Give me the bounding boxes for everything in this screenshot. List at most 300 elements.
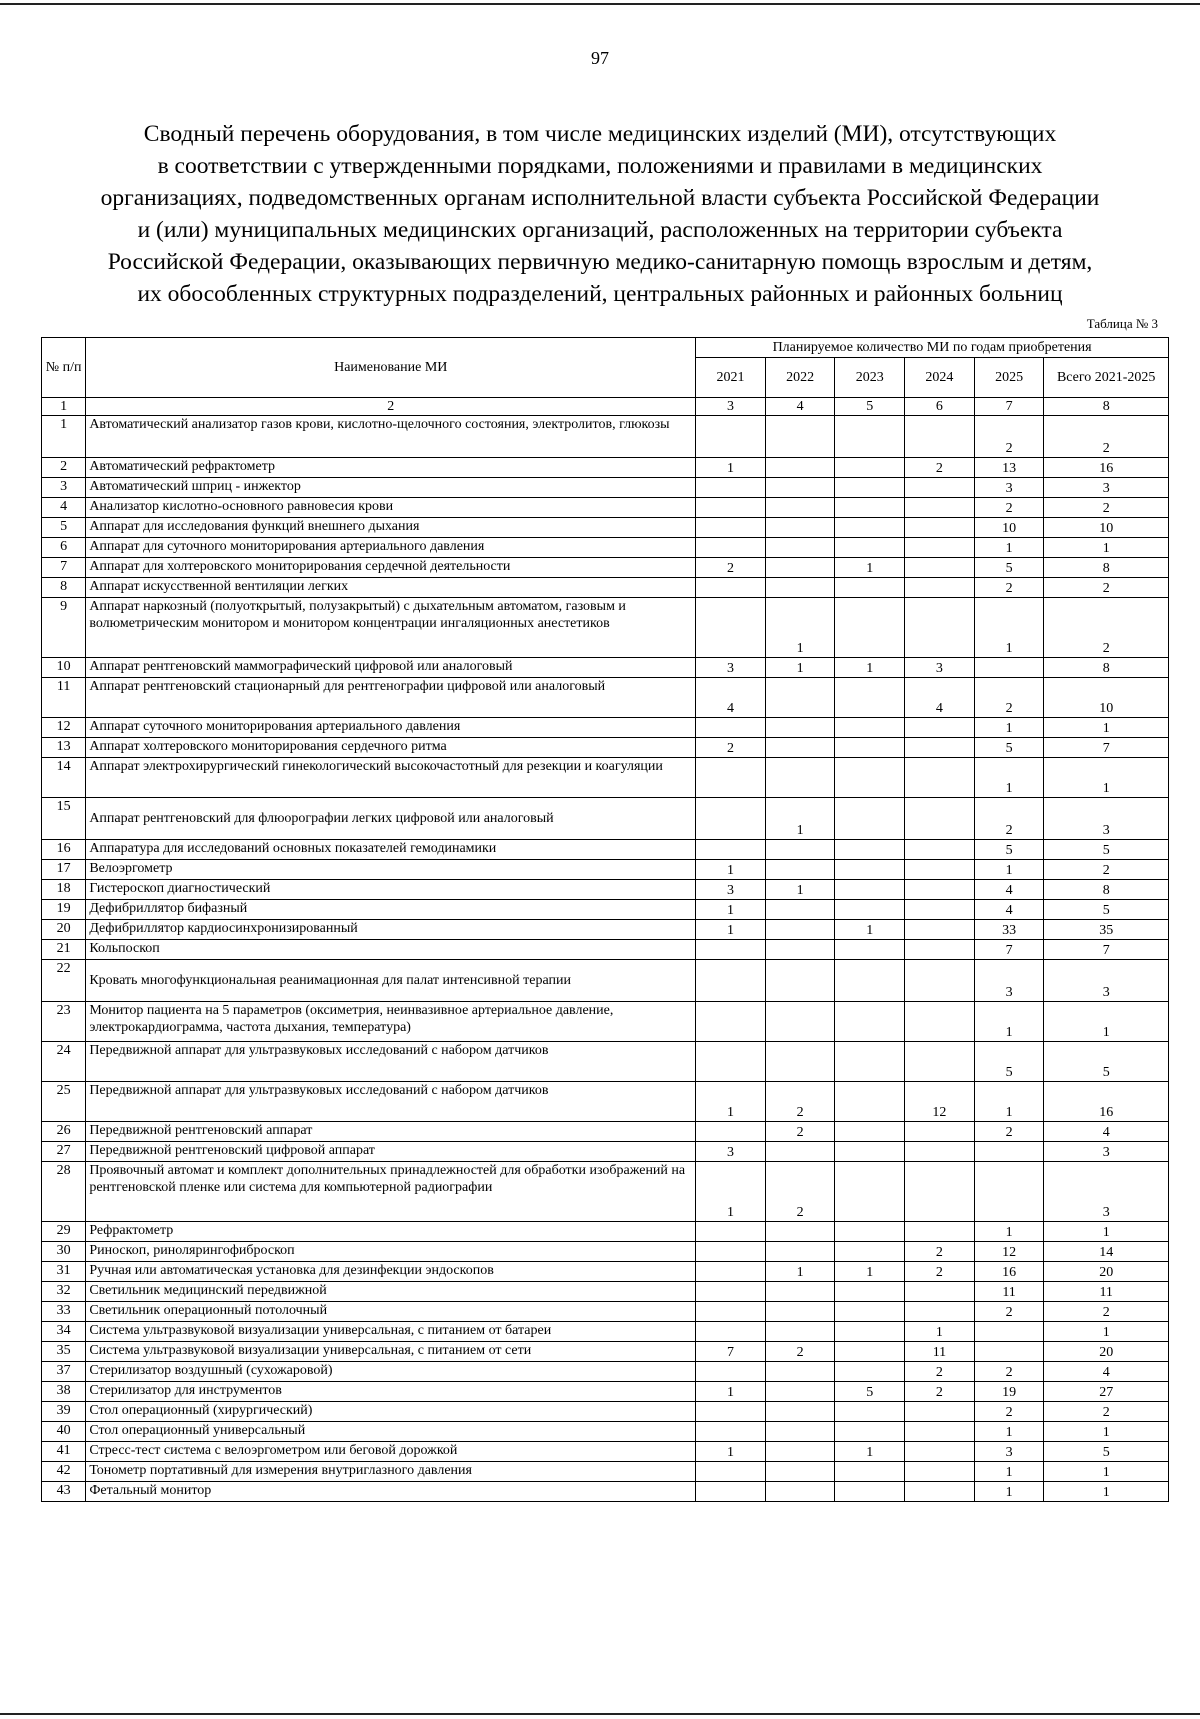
table-row [42,1382,1169,1402]
year-cell: 1 [974,1082,1044,1122]
table-row [42,416,1169,458]
year-cell [765,920,835,940]
year-cell [835,1342,905,1362]
year-cell: 19 [974,1382,1044,1402]
year-cell: 11 [905,1342,975,1362]
year-cell [696,1282,766,1302]
header-group: Планируемое количество МИ по годам приобретения [696,338,1169,358]
year-cell [765,1302,835,1322]
year-cell: 1 [835,920,905,940]
year-cell [835,538,905,558]
year-cell [696,478,766,498]
year-cell: 1 [765,658,835,678]
row-number: 39 [42,1402,86,1422]
year-cell: 10 [974,518,1044,538]
total-cell: 2 [1044,598,1169,658]
equipment-name: Автоматический шприц - инжектор [86,478,696,498]
row-number: 8 [42,578,86,598]
table-row [42,1162,1169,1222]
year-cell [835,1082,905,1122]
table-label: Таблица № 3 [1086,316,1158,331]
year-cell: 1 [765,1262,835,1282]
row-number: 23 [42,1002,86,1042]
year-cell [835,738,905,758]
year-cell: 1 [696,920,766,940]
total-cell: 8 [1044,880,1169,900]
year-cell: 2 [905,1262,975,1282]
total-cell: 1 [1044,538,1169,558]
table-row [42,1442,1169,1462]
year-cell [765,416,835,458]
year-cell: 4 [974,880,1044,900]
table-row [42,900,1169,920]
year-cell [696,578,766,598]
year-cell [835,1302,905,1322]
year-cell [905,538,975,558]
year-cell: 1 [696,1382,766,1402]
row-number: 5 [42,518,86,538]
total-cell: 1 [1044,1422,1169,1442]
year-cell: 2 [696,738,766,758]
header-name: Наименование МИ [86,338,696,398]
total-cell: 27 [1044,1382,1169,1402]
equipment-name: Ручная или автоматическая установка для дезинфекции эндоскопов [86,1262,696,1282]
year-cell [765,1482,835,1502]
equipment-name: Светильник медицинский передвижной [86,1282,696,1302]
year-cell: 2 [974,1362,1044,1382]
year-cell: 33 [974,920,1044,940]
year-cell: 2 [765,1162,835,1222]
year-cell [905,416,975,458]
row-number: 13 [42,738,86,758]
equipment-name: Передвижной рентгеновский аппарат [86,1122,696,1142]
year-cell [905,920,975,940]
year-cell: 12 [974,1242,1044,1262]
year-cell: 1 [974,598,1044,658]
row-number: 24 [42,1042,86,1082]
total-cell: 2 [1044,860,1169,880]
row-number: 35 [42,1342,86,1362]
top-rule [0,3,1200,5]
document-title [30,118,1170,310]
year-cell [765,478,835,498]
year-cell [765,1462,835,1482]
total-cell: 14 [1044,1242,1169,1262]
total-cell: 16 [1044,458,1169,478]
table-row [42,1322,1169,1342]
year-cell: 1 [974,1462,1044,1482]
year-cell [696,840,766,860]
total-cell: 1 [1044,1222,1169,1242]
table-row [42,1002,1169,1042]
year-cell: 1 [974,538,1044,558]
equipment-name: Передвижной рентгеновский цифровой аппарат [86,1142,696,1162]
equipment-name: Риноскоп, ринолярингофиброскоп [86,1242,696,1262]
table-row [42,860,1169,880]
year-cell [835,880,905,900]
year-cell: 1 [974,860,1044,880]
equipment-name: Рефрактометр [86,1222,696,1242]
table-row [42,718,1169,738]
year-cell [696,498,766,518]
year-cell [835,1242,905,1262]
equipment-name: Аппарат холтеровского мониторирования сердечного ритма [86,738,696,758]
year-cell [974,1322,1044,1342]
column-number: 8 [1044,398,1169,416]
table-row [42,960,1169,1002]
year-cell [905,1422,975,1442]
row-number: 16 [42,840,86,860]
title-line: Российской Федерации, оказывающих первичную медико-санитарную помощь взрослым и детям, [107,249,1093,275]
equipment-name: Аппарат для холтеровского мониторирования сердечной деятельности [86,558,696,578]
total-cell: 4 [1044,1362,1169,1382]
row-number: 9 [42,598,86,658]
year-cell [905,758,975,798]
year-cell [905,1302,975,1322]
year-cell [835,1042,905,1082]
total-cell: 8 [1044,558,1169,578]
year-cell [835,860,905,880]
year-cell [696,960,766,1002]
row-number: 11 [42,678,86,718]
row-number: 22 [42,960,86,1002]
year-cell: 3 [905,658,975,678]
year-cell [696,1222,766,1242]
total-cell: 5 [1044,1442,1169,1462]
year-cell [696,598,766,658]
header-year: 2023 [835,358,905,398]
year-cell [905,1482,975,1502]
year-cell [835,1422,905,1442]
row-number: 21 [42,940,86,960]
table-row [42,940,1169,960]
equipment-name: Анализатор кислотно-основного равновесия крови [86,498,696,518]
year-cell: 3 [974,1442,1044,1462]
year-cell: 1 [835,558,905,578]
year-cell: 7 [696,1342,766,1362]
year-cell: 3 [696,658,766,678]
year-cell: 2 [905,1362,975,1382]
equipment-name: Монитор пациента на 5 параметров (оксиметрия, неинвазивное артериальное давление, электрокардиограмма, частота дыхания, температура) [86,1002,696,1042]
year-cell [765,1382,835,1402]
table-row [42,1042,1169,1082]
equipment-name: Передвижной аппарат для ультразвуковых исследований с набором датчиков [86,1042,696,1082]
year-cell [835,1222,905,1242]
equipment-name: Аппарат наркозный (полуоткрытый, полузакрытый) с дыхательным автоматом, газовым и волюметрическим монитором и монитором концентрации ингаляционных анестетиков [86,598,696,658]
year-cell [765,458,835,478]
year-cell: 5 [974,1042,1044,1082]
year-cell [905,738,975,758]
equipment-name: Стол операционный (хирургический) [86,1402,696,1422]
year-cell: 2 [974,578,1044,598]
year-cell [765,758,835,798]
year-cell: 11 [974,1282,1044,1302]
table-row [42,738,1169,758]
total-cell: 5 [1044,840,1169,860]
table-row [42,1302,1169,1322]
equipment-name: Передвижной аппарат для ультразвуковых исследований с набором датчиков [86,1082,696,1122]
year-cell: 5 [835,1382,905,1402]
year-cell [765,498,835,518]
header-year: 2025 [974,358,1044,398]
year-cell [835,416,905,458]
year-cell [835,1002,905,1042]
year-cell [835,940,905,960]
row-number: 26 [42,1122,86,1142]
title-line: их обособленных структурных подразделений, центральных районных и районных больниц [137,281,1063,307]
year-cell [905,1162,975,1222]
year-cell [835,718,905,738]
year-cell [765,1402,835,1422]
equipment-name: Аппарат рентгеновский для флюорографии легких цифровой или аналоговый [86,798,696,840]
year-cell [905,518,975,538]
total-cell: 1 [1044,1462,1169,1482]
column-number: 5 [835,398,905,416]
year-cell [835,960,905,1002]
table-row [42,798,1169,840]
column-number: 1 [42,398,86,416]
year-cell [835,1122,905,1142]
total-cell: 7 [1044,738,1169,758]
year-cell: 1 [974,1422,1044,1442]
year-cell [905,1462,975,1482]
year-cell [974,658,1044,678]
year-cell: 1 [835,1262,905,1282]
year-cell [696,1402,766,1422]
total-cell: 7 [1044,940,1169,960]
year-cell [835,1402,905,1422]
header-year: 2021 [696,358,766,398]
year-cell: 1 [696,900,766,920]
year-cell [905,558,975,578]
equipment-name: Система ультразвуковой визуализации универсальная, с питанием от батареи [86,1322,696,1342]
year-cell: 2 [974,1302,1044,1322]
year-cell [835,598,905,658]
year-cell: 2 [974,498,1044,518]
table-row [42,538,1169,558]
year-cell: 1 [765,798,835,840]
year-cell: 1 [905,1322,975,1342]
year-cell: 1 [974,1482,1044,1502]
year-cell [835,1462,905,1482]
total-cell: 2 [1044,578,1169,598]
year-cell [696,1262,766,1282]
year-cell [765,678,835,718]
year-cell [905,1402,975,1422]
header-num: № п/п [42,338,86,398]
year-cell: 2 [974,1402,1044,1422]
year-cell: 1 [696,1442,766,1462]
year-cell [835,1482,905,1502]
total-cell: 11 [1044,1282,1169,1302]
row-number: 37 [42,1362,86,1382]
total-cell: 3 [1044,1162,1169,1222]
year-cell [905,478,975,498]
year-cell: 1 [696,458,766,478]
equipment-name: Автоматический анализатор газов крови, кислотно-щелочного состояния, электролитов, глюкозы [86,416,696,458]
equipment-name: Проявочный автомат и комплект дополнительных принадлежностей для обработки изображений на рентгеновской пленке или система для компьютерной радиографии [86,1162,696,1222]
total-cell: 2 [1044,416,1169,458]
year-cell [765,578,835,598]
row-number: 6 [42,538,86,558]
year-cell [765,738,835,758]
row-number: 30 [42,1242,86,1262]
total-cell: 20 [1044,1262,1169,1282]
year-cell [765,1142,835,1162]
year-cell [835,498,905,518]
total-cell: 1 [1044,1482,1169,1502]
year-cell: 2 [905,1382,975,1402]
year-cell [696,1002,766,1042]
year-cell: 2 [696,558,766,578]
equipment-name: Аппарат рентгеновский стационарный для рентгенографии цифровой или аналоговый [86,678,696,718]
year-cell: 2 [905,1242,975,1262]
year-cell [765,538,835,558]
table-row [42,518,1169,538]
year-cell [696,416,766,458]
year-cell [696,1042,766,1082]
row-number: 25 [42,1082,86,1122]
row-number: 2 [42,458,86,478]
table-body [42,416,1169,1502]
year-cell: 2 [905,458,975,478]
table-row [42,758,1169,798]
equipment-name: Светильник операционный потолочный [86,1302,696,1322]
table-row [42,1362,1169,1382]
year-cell: 5 [974,558,1044,578]
year-cell: 1 [974,1002,1044,1042]
year-cell [696,518,766,538]
year-cell [765,940,835,960]
title-line: организациях, подведомственных органам исполнительной власти субъекта Российской Федерации [100,185,1100,211]
row-number: 31 [42,1262,86,1282]
year-cell [905,1122,975,1142]
row-number: 1 [42,416,86,458]
total-cell: 8 [1044,658,1169,678]
year-cell [765,1422,835,1442]
year-cell: 12 [905,1082,975,1122]
row-number: 34 [42,1322,86,1342]
year-cell [696,940,766,960]
year-cell [765,1042,835,1082]
total-cell: 20 [1044,1342,1169,1362]
table-row [42,478,1169,498]
year-cell: 3 [974,960,1044,1002]
total-cell: 2 [1044,1302,1169,1322]
row-number: 43 [42,1482,86,1502]
year-cell [835,458,905,478]
table-row [42,1482,1169,1502]
table-row [42,1122,1169,1142]
row-number: 15 [42,798,86,840]
title-line: и (или) муниципальных медицинских организаций, расположенных на территории субъекта [137,217,1063,243]
year-cell [905,880,975,900]
year-cell: 2 [765,1082,835,1122]
table-row [42,1082,1169,1122]
row-number: 38 [42,1382,86,1402]
year-cell [905,498,975,518]
table-row [42,1282,1169,1302]
row-number: 40 [42,1422,86,1442]
year-cell [905,1282,975,1302]
year-cell [696,1482,766,1502]
year-cell [696,1242,766,1262]
table-row [42,840,1169,860]
table-row [42,1462,1169,1482]
total-cell: 3 [1044,1142,1169,1162]
equipment-name: Велоэргометр [86,860,696,880]
year-cell [905,1142,975,1162]
column-number: 4 [765,398,835,416]
year-cell [765,1222,835,1242]
equipment-name: Аппарат для исследования функций внешнего дыхания [86,518,696,538]
table-row [42,678,1169,718]
year-cell: 3 [974,478,1044,498]
year-cell: 4 [696,678,766,718]
year-cell: 2 [765,1342,835,1362]
year-cell: 5 [974,840,1044,860]
column-number: 2 [86,398,696,416]
year-cell [835,900,905,920]
equipment-name: Кольпоскоп [86,940,696,960]
equipment-name: Аппарат рентгеновский маммографический цифровой или аналоговый [86,658,696,678]
row-number: 12 [42,718,86,738]
table-row [42,1422,1169,1442]
year-cell [835,1282,905,1302]
year-cell [835,1162,905,1222]
row-number: 3 [42,478,86,498]
year-cell [765,1002,835,1042]
year-cell [765,860,835,880]
year-cell [765,1242,835,1262]
year-cell [765,518,835,538]
column-number: 7 [974,398,1044,416]
total-cell: 10 [1044,678,1169,718]
year-cell [696,1302,766,1322]
year-cell [905,900,975,920]
row-number: 14 [42,758,86,798]
total-cell: 1 [1044,1002,1169,1042]
table-row [42,1142,1169,1162]
year-cell [905,578,975,598]
table-row [42,1222,1169,1242]
year-cell [696,1462,766,1482]
table-row [42,1342,1169,1362]
year-cell [835,798,905,840]
year-cell [835,478,905,498]
equipment-name: Дефибриллятор бифазный [86,900,696,920]
year-cell [696,798,766,840]
row-number: 17 [42,860,86,880]
year-cell [974,1162,1044,1222]
table-row [42,880,1169,900]
year-cell: 16 [974,1262,1044,1282]
year-cell [974,1142,1044,1162]
row-number: 42 [42,1462,86,1482]
table-row [42,598,1169,658]
total-cell: 10 [1044,518,1169,538]
header-total: Всего 2021-2025 [1044,358,1169,398]
table-row [42,920,1169,940]
year-cell [835,1142,905,1162]
equipment-name: Аппарат для суточного мониторирования артериального давления [86,538,696,558]
year-cell: 4 [974,900,1044,920]
table-row [42,458,1169,478]
year-cell [905,1042,975,1082]
year-cell [765,1282,835,1302]
year-cell [765,558,835,578]
equipment-name: Стерилизатор воздушный (сухожаровой) [86,1362,696,1382]
